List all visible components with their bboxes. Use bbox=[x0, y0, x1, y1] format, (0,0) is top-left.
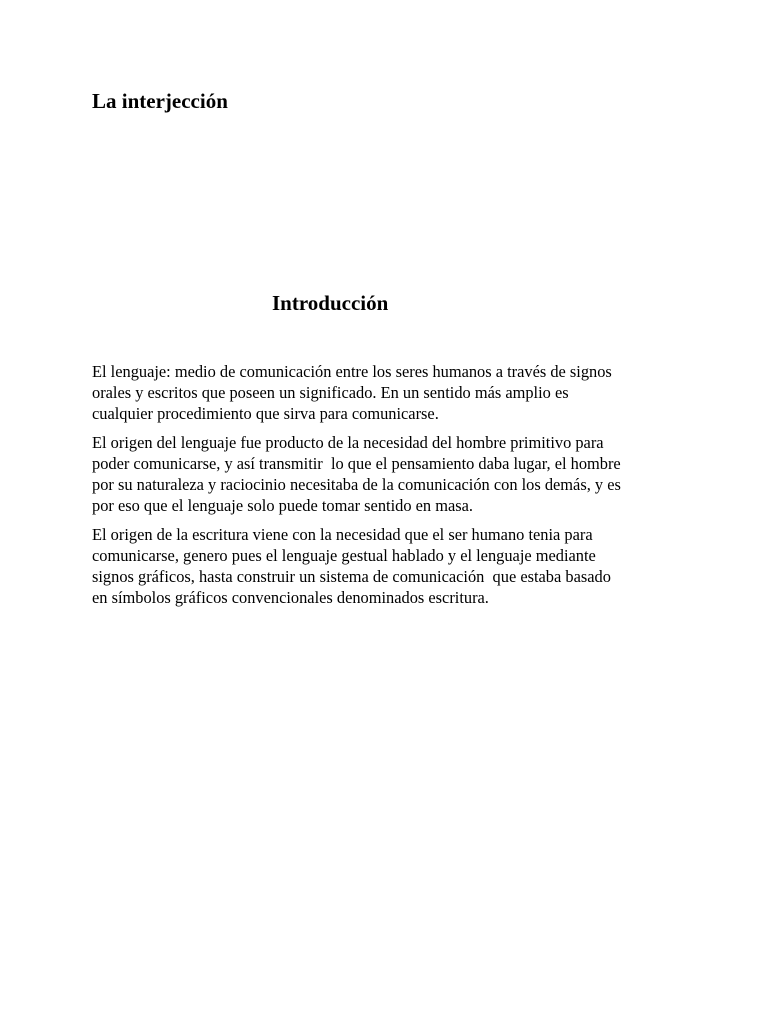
text-line: cualquier procedimiento que sirva para comunicarse. bbox=[92, 404, 439, 423]
paragraph-2 bbox=[92, 432, 692, 516]
text-line: en símbolos gráficos convencionales denominados escritura. bbox=[92, 588, 489, 607]
section-heading: Introducción bbox=[272, 291, 389, 315]
text-line: por eso que el lenguaje solo puede tomar sentido en masa. bbox=[92, 496, 473, 515]
document-body bbox=[92, 361, 692, 616]
text-line: El origen del lenguaje fue producto de la necesidad del hombre primitivo para bbox=[92, 433, 604, 452]
text-line: signos gráficos, hasta construir un sistema de comunicación que estaba basado bbox=[92, 567, 611, 586]
document-title: La interjección bbox=[92, 89, 228, 113]
text-line: orales y escritos que poseen un significado. En un sentido más amplio es bbox=[92, 383, 569, 402]
text-line: El lenguaje: medio de comunicación entre los seres humanos a través de signos bbox=[92, 362, 612, 381]
text-line: El origen de la escritura viene con la necesidad que el ser humano tenia para bbox=[92, 525, 593, 544]
paragraph-1 bbox=[92, 361, 692, 424]
text-line: por su naturaleza y raciocinio necesitaba de la comunicación con los demás, y es bbox=[92, 475, 621, 494]
paragraph-3 bbox=[92, 524, 692, 608]
text-line: comunicarse, genero pues el lenguaje gestual hablado y el lenguaje mediante bbox=[92, 546, 596, 565]
text-line: poder comunicarse, y así transmitir lo que el pensamiento daba lugar, el hombre bbox=[92, 454, 621, 473]
